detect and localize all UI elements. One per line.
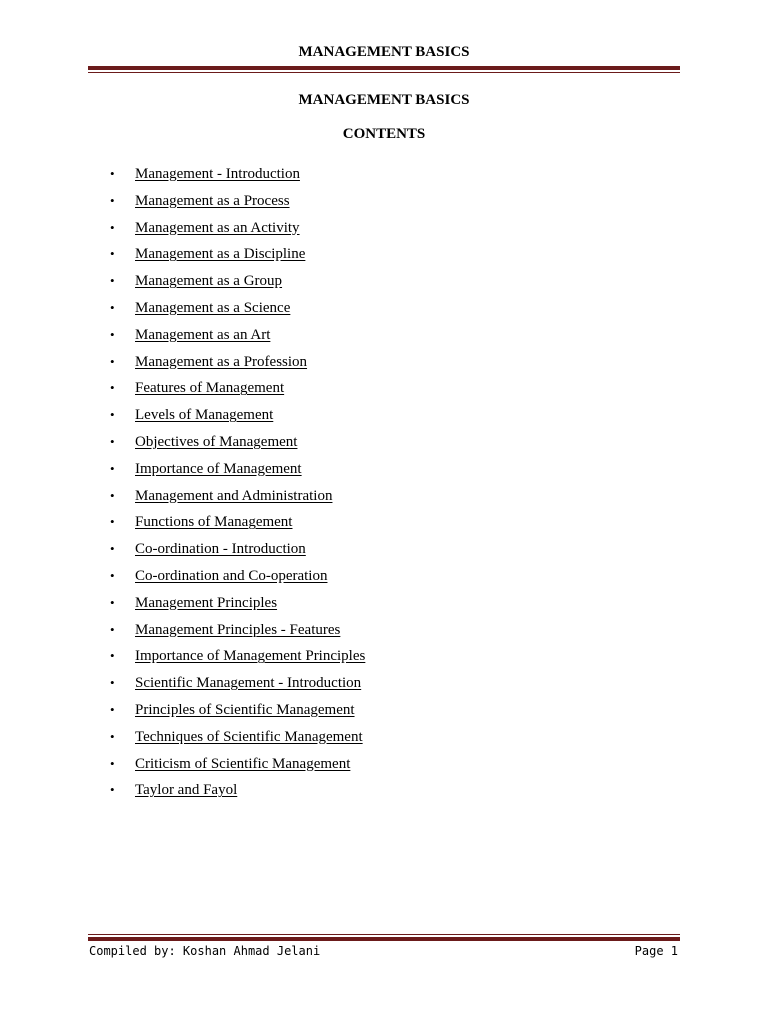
- toc-item: [110, 593, 365, 620]
- toc-item: [110, 432, 365, 459]
- toc-item: [110, 405, 365, 432]
- toc-item: [110, 378, 365, 405]
- toc-item: [110, 298, 365, 325]
- toc-link[interactable]: Management - Introduction: [135, 166, 300, 182]
- toc-link[interactable]: Co-ordination - Introduction: [135, 541, 306, 558]
- toc-item: [110, 727, 365, 754]
- bullet-icon: •: [110, 675, 115, 691]
- bullet-icon: •: [110, 326, 115, 342]
- bullet-icon: •: [110, 541, 115, 557]
- toc-link[interactable]: Scientific Management - Introduction: [135, 675, 362, 692]
- toc-item: [110, 754, 365, 781]
- toc-link[interactable]: Management as a Process: [135, 192, 290, 209]
- bullet-icon: •: [110, 166, 115, 181]
- toc-item: [110, 271, 365, 298]
- toc-item: [110, 218, 365, 245]
- toc-link[interactable]: Levels of Management: [135, 407, 274, 424]
- toc-item: [110, 780, 365, 807]
- bullet-icon: •: [110, 701, 115, 717]
- toc-item: [110, 512, 365, 539]
- toc-link[interactable]: Criticism of Scientific Management: [135, 755, 351, 772]
- bullet-icon: •: [110, 299, 115, 315]
- toc-link[interactable]: Features of Management: [135, 380, 285, 397]
- toc-link[interactable]: Management as a Science: [135, 299, 291, 316]
- toc-link[interactable]: Importance of Management: [135, 460, 302, 477]
- toc-item: [110, 673, 365, 700]
- toc-item: [110, 164, 365, 191]
- toc-link[interactable]: Techniques of Scientific Management: [135, 728, 363, 745]
- bullet-icon: •: [110, 782, 115, 798]
- footer-page-number: Page 1: [634, 944, 678, 958]
- toc-link[interactable]: Management as an Activity: [135, 219, 300, 236]
- toc-item: [110, 244, 365, 271]
- toc-item: [110, 459, 365, 486]
- bullet-icon: •: [110, 728, 115, 744]
- bullet-icon: •: [110, 621, 115, 637]
- bullet-icon: •: [110, 407, 115, 423]
- footer-rule-thin: [88, 934, 680, 935]
- bullet-icon: •: [110, 594, 115, 610]
- toc-link[interactable]: Management Principles - Features: [135, 621, 341, 638]
- bullet-icon: •: [110, 273, 115, 289]
- toc-link[interactable]: Management and Administration: [135, 487, 333, 504]
- toc-item: [110, 539, 365, 566]
- toc-item: [110, 566, 365, 593]
- toc-link[interactable]: Principles of Scientific Management: [135, 701, 355, 718]
- toc-item: [110, 325, 365, 352]
- toc-item: [110, 700, 365, 727]
- bullet-icon: •: [110, 192, 115, 208]
- bullet-icon: •: [110, 433, 115, 449]
- toc-item: [110, 646, 365, 673]
- bullet-icon: •: [110, 648, 115, 664]
- bullet-icon: •: [110, 567, 115, 583]
- bullet-icon: •: [110, 353, 115, 369]
- footer-rule-thick: [88, 937, 680, 941]
- toc-link[interactable]: Co-ordination and Co-operation: [135, 567, 328, 584]
- footer-compiled-by: Compiled by: Koshan Ahmad Jelani: [89, 944, 321, 958]
- toc-link[interactable]: Functions of Management: [135, 514, 293, 531]
- header-rule-thin: [88, 72, 680, 73]
- toc-link[interactable]: Management as a Discipline: [135, 246, 306, 263]
- toc-item: [110, 191, 365, 218]
- bullet-icon: •: [110, 514, 115, 530]
- bullet-icon: •: [110, 246, 115, 262]
- contents-heading: CONTENTS: [342, 126, 426, 142]
- toc-link[interactable]: Management Principles: [135, 594, 278, 611]
- toc-item: [110, 620, 365, 647]
- table-of-contents: [110, 164, 365, 807]
- header-rule-thick: [88, 66, 680, 70]
- toc-link[interactable]: Taylor and Fayol: [135, 782, 238, 799]
- toc-link[interactable]: Management as a Profession: [135, 353, 308, 370]
- bullet-icon: •: [110, 755, 115, 771]
- document-title: MANAGEMENT BASICS: [298, 92, 470, 108]
- toc-item: [110, 352, 365, 379]
- toc-link[interactable]: Importance of Management Principles: [135, 648, 366, 665]
- bullet-icon: •: [110, 487, 115, 503]
- bullet-icon: •: [110, 219, 115, 235]
- bullet-icon: •: [110, 380, 115, 396]
- toc-link[interactable]: Management as an Art: [135, 326, 271, 343]
- toc-item: [110, 486, 365, 513]
- bullet-icon: •: [110, 460, 115, 476]
- running-header: MANAGEMENT BASICS: [298, 44, 470, 60]
- toc-link[interactable]: Objectives of Management: [135, 433, 298, 450]
- toc-link[interactable]: Management as a Group: [135, 273, 283, 290]
